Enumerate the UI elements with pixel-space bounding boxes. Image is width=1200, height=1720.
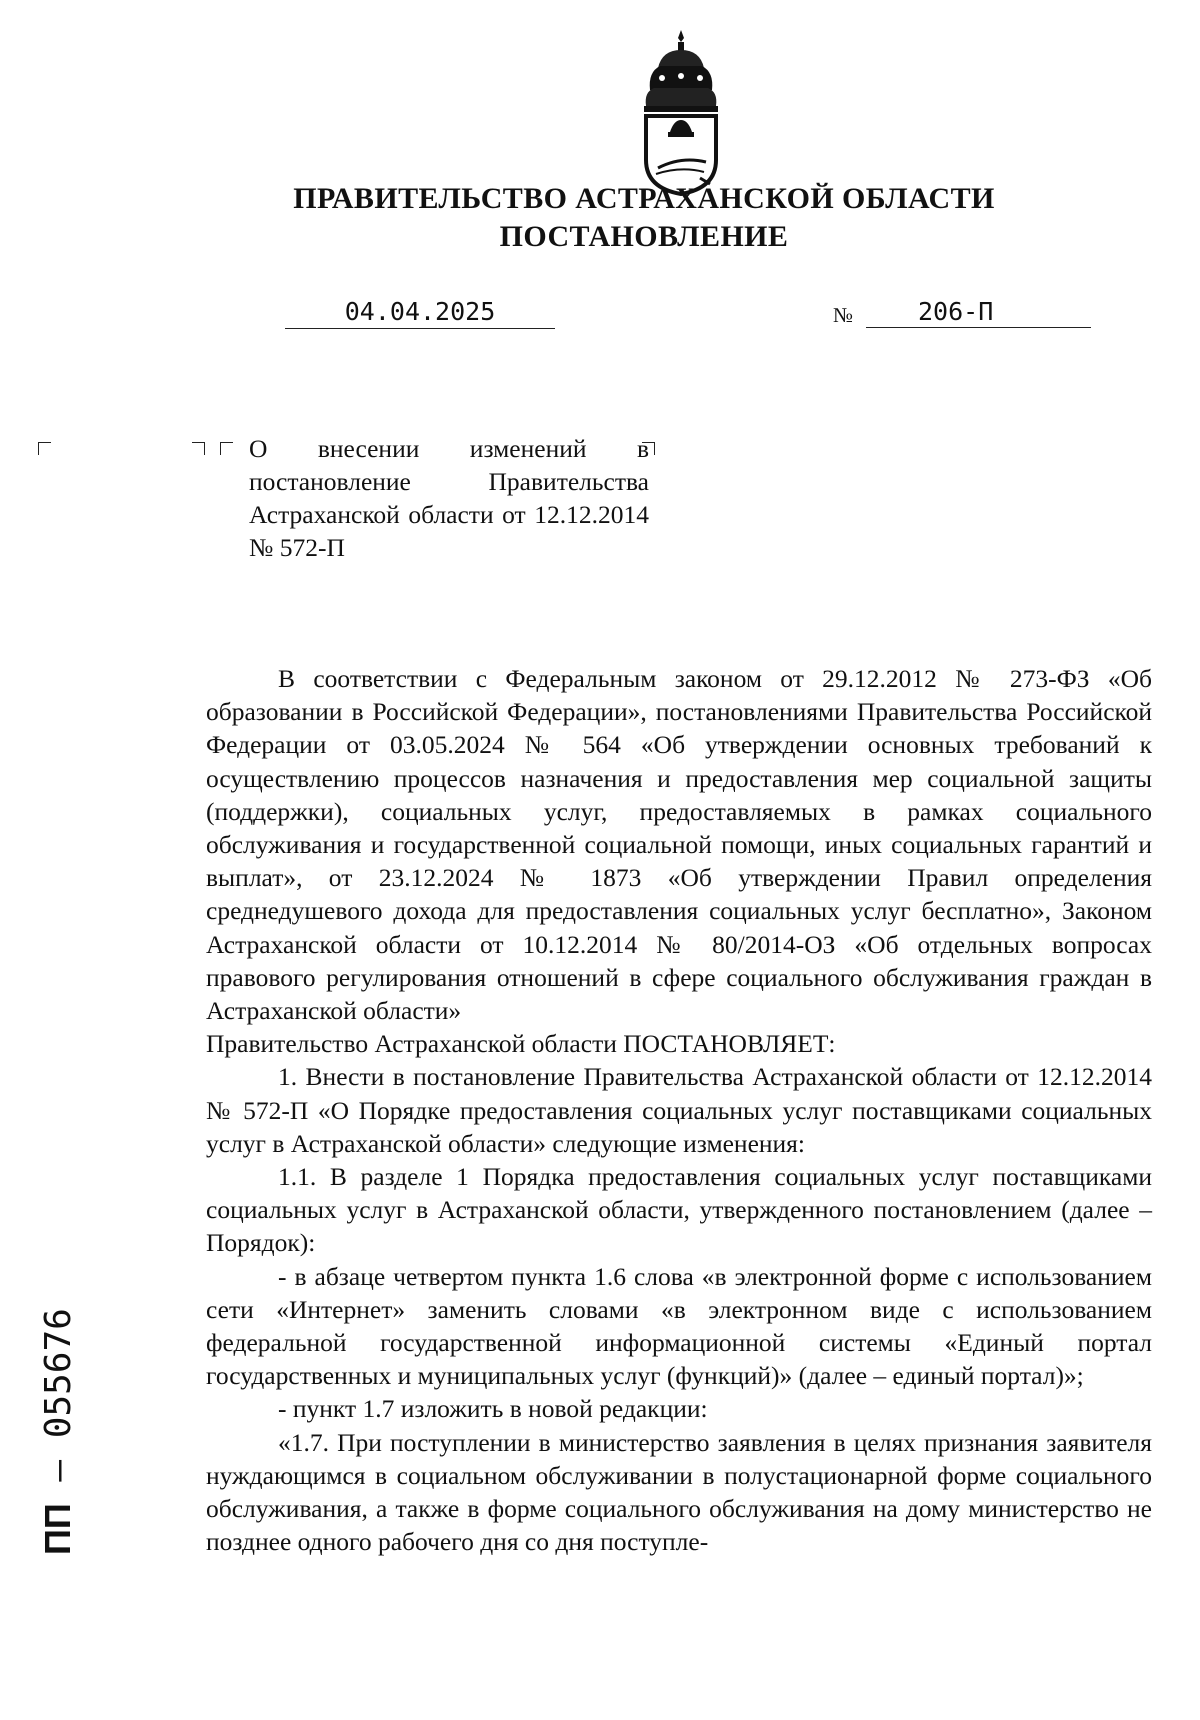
body-paragraph-preamble: В соответствии с Федеральным законом от 29.12.2012 № 273-ФЗ «Об образовании в Российской Федерации», постановлениями Правительства Российской Федерации от 03.05.2024 № 564 «Об утверждении основных требований к осуществлению процессов назначения и предоставления мер социальной защиты (поддержки), социальных услуг, предоставляемых в рамках социального обслуживания и государственной социальной помощи, иных социальных гарантий и выплат», от 23.12.2024 № 1873 «Об утверждении Правил определения среднедушевого дохода для предоставления социальных услуг бесплатно», Законом Астраханской области от 10.12.2014 № 80/2014-ОЗ «Об отдельных вопросах правового регулирования отношений в сфере социального обслуживания граждан в Астраханской области» [206, 664, 1152, 1026]
coat-of-arms-emblem [640, 28, 722, 196]
margin-corner-mark [38, 442, 51, 455]
decree-body [206, 662, 1152, 1558]
government-title: ПРАВИТЕЛЬСТВО АСТРАХАНСКОЙ ОБЛАСТИ [293, 182, 995, 215]
body-paragraph-bullet-1-7: - пункт 1.7 изложить в новой редакции: [278, 1394, 708, 1424]
decree-date: 04.04.2025 [285, 296, 555, 329]
form-serial-stamp: ПП – 055676 [37, 1308, 79, 1555]
number-sign: № [833, 303, 854, 327]
body-paragraph-item-1: 1. Внести в постановление Правительства Астраханской области от 12.12.2014 № 572-П «О Порядке предоставления социальных услуг поставщиками социальных услуг в Астраханской области» следующие изменения: [206, 1062, 1152, 1158]
body-paragraph-bullet-1-6: - в абзаце четвертом пункта 1.6 слова «в электронной форме с использованием сети «Интернет» заменить словами «в электронном виде с использованием федеральной государственной информационной системы «Единый портал государственных и муниципальных услуг (функций)» (далее – единый портал)»; [206, 1261, 1152, 1391]
decree-number: 206-П [866, 296, 1091, 328]
form-serial-prefix: ПП [37, 1503, 78, 1555]
document-type-title: ПОСТАНОВЛЕНИЕ [499, 220, 789, 253]
subject-corner-mark-left [192, 442, 205, 455]
body-paragraph-resolves: Правительство Астраханской области ПОСТАНОВЛЯЕТ: [206, 1029, 836, 1059]
subject-corner-mark-left-inner [220, 442, 233, 455]
body-paragraph-item-1-1: 1.1. В разделе 1 Порядка предоставления социальных услуг поставщиками социальных услуг в Астраханской области, утвержденного постановлением (далее – Порядок): [206, 1162, 1152, 1258]
body-paragraph-quote-1-7: «1.7. При поступлении в министерство заявления в целях признания заявителя нуждающимся в социальном обслуживании в полустационарной форме социального обслуживания, а также в форме социального обслуживания на дому министерство не позднее одного рабочего дня со дня поступле- [206, 1427, 1152, 1557]
decree-subject: О внесении изменений в постановление Правительства Астраханской области от 12.12.2014 № 572-П [249, 434, 649, 562]
form-serial-number: 055676 [38, 1308, 79, 1439]
